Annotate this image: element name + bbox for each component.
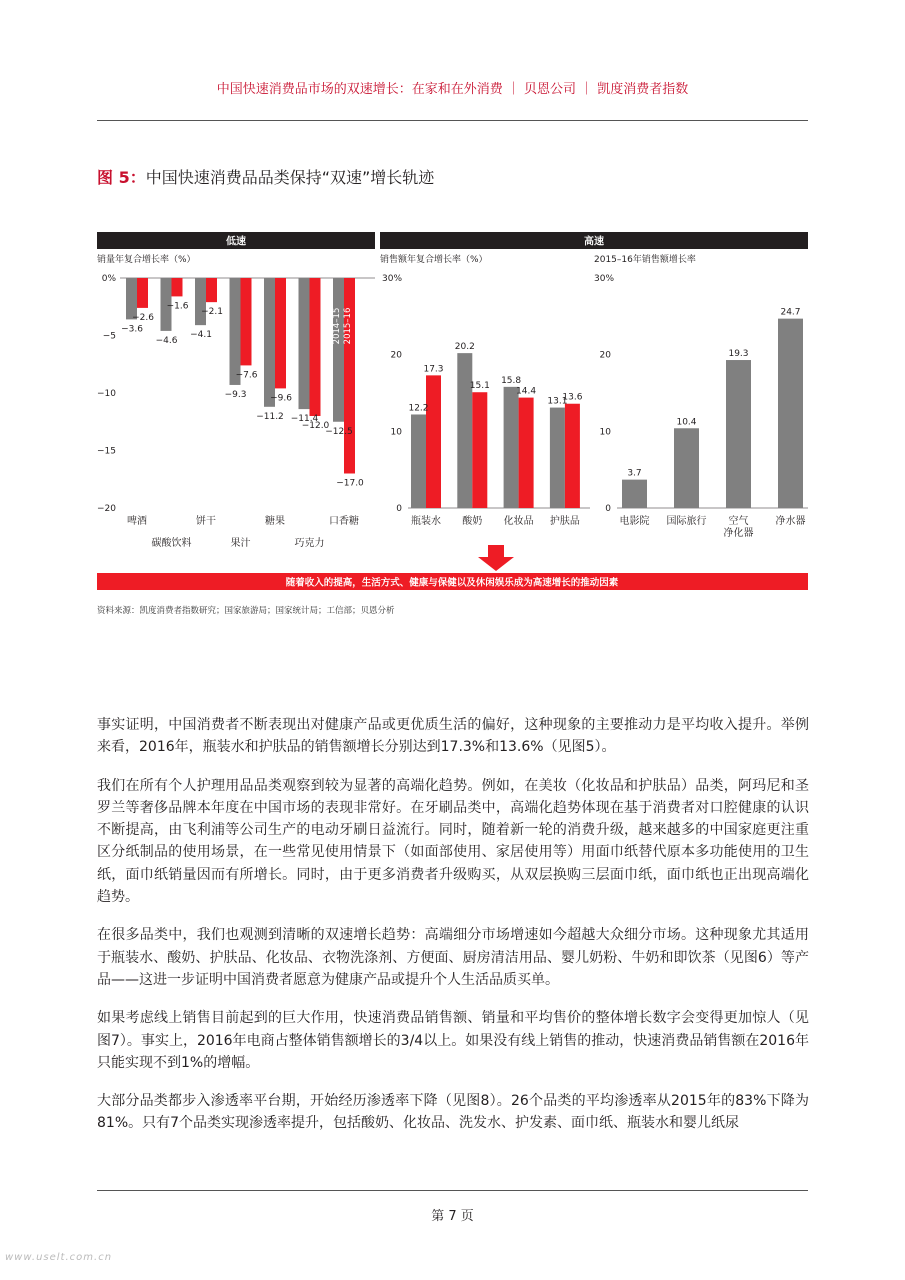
bar-low-2014-15 — [230, 278, 241, 385]
category-label-high: 瓶装水 — [411, 516, 441, 527]
paragraph-1: 事实证明，中国消费者不断表现出对健康产品或更优质生活的偏好，这种现象的主要推动力是平均收入提升。举例来看，2016年，瓶装水和护肤品的销售额增长分别达到17.3%和13.6%（见图5）。 — [97, 717, 809, 756]
chart-area — [0, 225, 905, 610]
y-tick-label: 0% — [101, 274, 116, 284]
category-label-low: 口香糖 — [329, 516, 359, 527]
footer-rule — [97, 1190, 808, 1191]
bar-low-2014-15 — [195, 278, 206, 325]
bar-low-2015-16 — [275, 278, 286, 388]
bar-low-2014-15 — [333, 278, 344, 422]
y-tick-label: −10 — [97, 389, 116, 399]
series-label-2014-15: 2014–15 — [332, 307, 342, 345]
data-label-single: 3.7 — [627, 468, 642, 479]
data-label-single: 19.3 — [728, 349, 749, 360]
paragraph-4: 如果考虑线上销售目前起到的巨大作用，快速消费品销售额、销量和平均售价的整体增长数字会变得更加惊人（见图7）。事实上，2016年电商占整体销售额增长的3/4以上。如果没有线上销售的推动，快速消费品销售额在2016年只能实现不到1%的增幅。 — [97, 1010, 809, 1071]
data-label-2015-16: 15.1 — [469, 381, 490, 392]
bar-low-2014-15 — [299, 278, 310, 409]
data-label-2015-16: −1.6 — [166, 301, 189, 312]
data-label-2015-16: −12.0 — [301, 421, 330, 431]
figure-title — [97, 165, 434, 188]
data-label-2014-15: −3.6 — [121, 324, 143, 335]
data-label-2014-15: 15.8 — [501, 375, 522, 386]
bar-single-2015-16 — [778, 319, 803, 508]
y-tick-label: −15 — [97, 446, 116, 457]
category-label-single: 国际旅行 — [666, 516, 707, 527]
y-axis-title-low: 销量年复合增长率（%） — [97, 255, 196, 265]
bar-high-2015-16 — [565, 404, 580, 508]
data-label-2015-16: −2.1 — [201, 307, 223, 318]
data-label-2014-15: 13.1 — [547, 396, 568, 407]
bar-single-2015-16 — [726, 360, 751, 508]
bar-single-2015-16 — [674, 428, 699, 508]
watermark: www.uselt.com.cn — [5, 1252, 113, 1263]
category-label-low: 糖果 — [265, 516, 285, 527]
figure-caption: 中国快速消费品品类保持“双速”增长轨迹 — [145, 168, 435, 187]
y-axis-title-high: 销售额年复合增长率（%） — [380, 255, 488, 265]
data-label-2015-16: −9.6 — [270, 393, 292, 404]
bar-single-2015-16 — [622, 480, 647, 508]
bar-high-2015-16 — [519, 398, 534, 508]
y-tick-label: 30% — [382, 274, 403, 284]
y-tick-label: 30% — [594, 274, 615, 284]
banner-text: 随着收入的提高，生活方式、健康与保健以及休闲娱乐成为高速增长的推动因素 — [285, 577, 619, 589]
paragraph-5: 大部分品类都步入渗透率平台期，开始经历渗透率下降（见图8）。26个品类的平均渗透率从2015年的83%下降为81%。只有7个品类实现渗透率提升，包括酸奶、化妆品、洗发水、护发素、面巾纸、瓶装水和婴儿纸尿 — [97, 1093, 809, 1132]
category-label-high: 酸奶 — [462, 516, 483, 527]
data-label-2014-15: −11.2 — [256, 411, 284, 422]
bar-high-2015-16 — [426, 375, 441, 508]
paragraph-2: 我们在所有个人护理用品品类观察到较为显著的高端化趋势。例如，在美妆（化妆品和护肤品）品类，阿玛尼和圣罗兰等奢侈品牌本年度在中国市场的表现非常好。在牙刷品类中，高端化趋势体现在基于消费者对口腔健康的认识不断提高，由飞利浦等公司生产的电动牙刷日益流行。同时，随着新一轮的消费升级，越来越多的中国家庭更注重区分纸制品的使用场景，在一些常见使用情景下（如面部使用、家居使用等）用面巾纸替代原本多功能使用的卫生纸，面巾纸销量因而有所增长。同时，由于更多消费者升级购买，从双层换购三层面巾纸，面巾纸也正出现高端化趋势。 — [97, 777, 809, 906]
category-label-single: 净化器 — [723, 528, 754, 539]
y-tick-label: 10 — [390, 427, 402, 438]
data-label-2015-16: −2.6 — [132, 312, 154, 323]
bar-low-2015-16 — [344, 278, 355, 474]
bar-low-2015-16 — [241, 278, 252, 365]
category-label-single: 空气 — [728, 516, 749, 527]
running-header: 中国快速消费品市场的双速增长：在家和在外消费 ｜ 贝恩公司 ｜ 凯度消费者指数 — [216, 82, 689, 97]
y-tick-label: 20 — [390, 350, 402, 361]
bar-low-2014-15 — [264, 278, 275, 407]
category-label-low: 巧克力 — [294, 538, 325, 549]
category-label-low: 饼干 — [196, 516, 216, 527]
bar-high-2014-15 — [550, 408, 565, 508]
bar-low-2015-16 — [172, 278, 183, 296]
bar-high-2014-15 — [411, 414, 426, 508]
category-label-high: 护肤品 — [549, 516, 580, 527]
body-text — [97, 714, 809, 1151]
bar-low-2015-16 — [310, 278, 321, 416]
y-axis-title-2015-16: 2015–16年销售额增长率 — [594, 255, 696, 265]
data-label-2015-16: 13.6 — [562, 392, 583, 403]
y-tick-label: 20 — [599, 350, 611, 361]
bar-low-2015-16 — [206, 278, 217, 302]
bar-high-2014-15 — [457, 353, 472, 508]
panel-header-low: 低速 — [226, 236, 246, 248]
category-label-high: 化妆品 — [503, 516, 534, 527]
data-label-2014-15: 20.2 — [454, 342, 475, 353]
figure-label: 图 5： — [97, 168, 146, 187]
header-rule — [97, 120, 808, 121]
category-label-single: 电影院 — [619, 516, 650, 527]
data-label-2014-15: −11.4 — [290, 414, 319, 425]
down-arrow-icon — [478, 557, 514, 571]
data-label-single: 24.7 — [780, 307, 801, 318]
series-label-2015-16: 2015–16 — [343, 307, 353, 345]
category-label-low: 果汁 — [230, 538, 251, 549]
down-arrow-shaft — [488, 545, 504, 558]
data-label-2014-15: −4.6 — [155, 335, 178, 346]
data-label-2014-15: −12.5 — [325, 426, 353, 437]
y-tick-label: 10 — [599, 427, 611, 438]
data-label-2014-15: −4.1 — [190, 330, 212, 341]
data-label-2015-16: −7.6 — [235, 370, 258, 381]
y-tick-label: 0 — [396, 504, 402, 514]
panel-header-high: 高速 — [584, 236, 604, 248]
data-label-2014-15: 12.2 — [408, 403, 429, 414]
category-label-low: 啤酒 — [127, 516, 147, 527]
bar-high-2015-16 — [472, 392, 487, 508]
y-tick-label: −20 — [97, 504, 116, 514]
y-tick-label: 0 — [605, 504, 611, 514]
category-label-single: 净水器 — [775, 516, 806, 527]
data-label-single: 10.4 — [676, 417, 697, 428]
y-tick-label: −5 — [102, 331, 116, 342]
data-label-2015-16: 17.3 — [423, 364, 444, 375]
bar-high-2014-15 — [504, 387, 519, 508]
category-label-low: 碳酸饮料 — [151, 538, 192, 549]
data-label-2014-15: −9.3 — [224, 389, 247, 400]
page-number: 第 7 页 — [431, 1209, 474, 1224]
source-note: 资料来源：凯度消费者指数研究；国家旅游局；国家统计局；工信部；贝恩分析 — [97, 606, 395, 616]
paragraph-3: 在很多品类中，我们也观测到清晰的双速增长趋势：高端细分市场增速如今超越大众细分市场。这种现象尤其适用于瓶装水、酸奶、护肤品、化妆品、衣物洗涤剂、方便面、厨房清洁用品、婴儿奶粉、牛奶和即饮茶（见图6）等产品——这进一步证明中国消费者愿意为健康产品或提升个人生活品质买单。 — [97, 927, 809, 988]
data-label-2015-16: 14.4 — [516, 386, 537, 397]
data-label-2015-16: −17.0 — [336, 478, 364, 489]
bar-low-2015-16 — [137, 278, 148, 308]
